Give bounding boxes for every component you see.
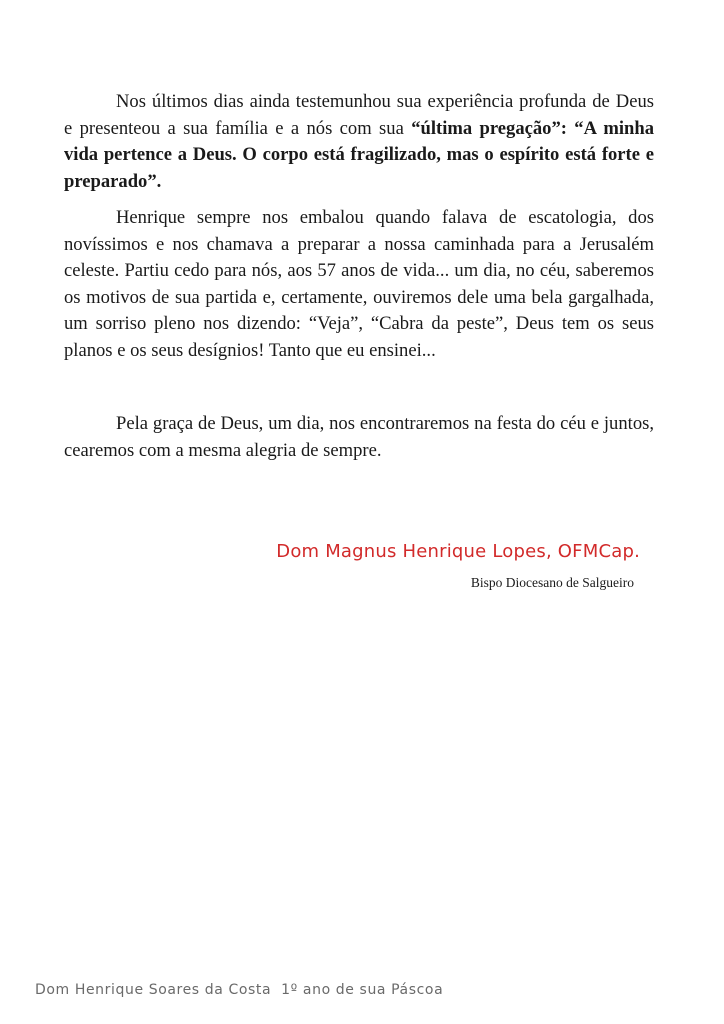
page-footer bbox=[35, 982, 443, 998]
footer-subtitle: 1º ano de sua Páscoa bbox=[281, 982, 444, 998]
paragraph-3: Pela graça de Deus, um dia, nos encontraremos na festa do céu e juntos, cearemos com a mesma alegria de sempre. bbox=[64, 413, 654, 461]
paragraph-2: Henrique sempre nos embalou quando falava de escatologia, dos novíssimos e nos chamava a preparar a nossa caminhada para a Jerusalém celeste. Partiu cedo para nós, aos 57 anos de vida... um dia, no céu, saberemos os motivos de sua partida e, certamente, ouviremos dele uma bela gargalhada, um sorriso pleno nos dizendo: “Veja”, “Cabra da peste”, Deus tem os seus planos e os seus desígnios! Tanto que eu ensinei... bbox=[64, 207, 654, 361]
footer-title: Dom Henrique Soares da Costa bbox=[35, 982, 272, 998]
paragraph-1-quote: “última pregação”: “A minha vida pertence a Deus. O corpo está fragilizado, mas o espírito está forte e preparado”. bbox=[64, 117, 654, 192]
signature-role: Bispo Diocesano de Salgueiro bbox=[470, 575, 634, 590]
paragraph-1 bbox=[64, 89, 654, 195]
signature-name: Dom Magnus Henrique Lopes, OFMCap. bbox=[276, 541, 640, 562]
paragraph-1-text: Nos últimos dias ainda testemunhou sua experiência profunda de Deus e presenteou a sua família e a nós com sua bbox=[64, 91, 654, 139]
